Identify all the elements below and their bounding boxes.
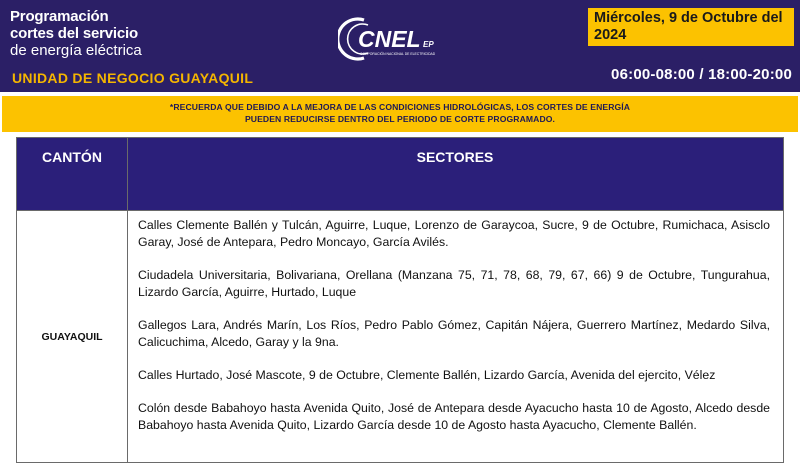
logo-subtitle: CORPORACIÓN NACIONAL DE ELECTRICIDAD (360, 52, 436, 56)
outage-hours: 06:00-08:00 / 18:00-20:00 (611, 66, 792, 83)
date-label: Miércoles, 9 de Octubre del 2024 (588, 8, 794, 46)
row-divider (17, 210, 783, 211)
business-unit-label: UNIDAD DE NEGOCIO GUAYAQUIL (12, 70, 254, 86)
title-line-1: Programación (10, 8, 109, 25)
sector-item-1: Calles Clemente Ballén y Tulcán, Aguirre, Luque, Lorenzo de Garaycoa, Sucre, 9 de Octubre, Rumichaca, Asisclo Garay, José de Antepara, Pedro Moncayo, García Avilés. (138, 218, 770, 249)
notice-banner (2, 96, 798, 132)
logo-suffix: EP (423, 40, 434, 49)
notice-line-2: PUEDEN REDUCIRSE DENTRO DEL PERIODO DE CORTE PROGRAMADO. (244, 114, 556, 124)
title-line-2: cortes del servicio (10, 25, 138, 42)
sectors-cell (138, 217, 770, 450)
sector-item-3: Gallegos Lara, Andrés Marín, Los Ríos, Pedro Pablo Gómez, Capitán Nájera, Guerrero Martínez, Medardo Silva, Calicuchima, Alcedo, Garay y la 9na. (138, 318, 770, 349)
header-banner (0, 0, 800, 92)
cnel-logo-icon (338, 14, 468, 64)
sector-item-2: Ciudadela Universitaria, Bolivariana, Orellana (Manzana 75, 71, 78, 68, 79, 67, 66) 9 de Octubre, Tungurahua, Lizardo García, Aguirre, Hurtado, Luque (138, 268, 770, 299)
header-canton: CANTÓN (42, 149, 102, 165)
outage-table (16, 137, 784, 463)
table-header-row (17, 138, 783, 210)
notice-line-1: *RECUERDA QUE DEBIDO A LA MEJORA DE LAS CONDICIONES HIDROLÓGICAS, LOS CORTES DE ENERGÍA (169, 102, 631, 112)
title-line-3: de energía eléctrica (10, 42, 142, 59)
sector-item-4: Calles Hurtado, José Mascote, 9 de Octubre, Clemente Ballén, Lizardo García, Avenida del ejercito, Vélez (138, 368, 716, 382)
program-title (10, 8, 142, 60)
header-sectores: SECTORES (416, 149, 494, 165)
logo-wordmark: CNEL (358, 26, 421, 52)
sector-item-5: Colón desde Babahoyo hasta Avenida Quito, José de Antepara desde Ayacucho hasta 10 de Agosto, Alcedo desde Babahoyo hasta Avenida Quito, Lizardo García desde 10 de Agosto hasta Ayacucho, Clemente Ballén. (138, 401, 770, 432)
column-divider (127, 138, 128, 462)
canton-cell: GUAYAQUIL (41, 330, 103, 343)
